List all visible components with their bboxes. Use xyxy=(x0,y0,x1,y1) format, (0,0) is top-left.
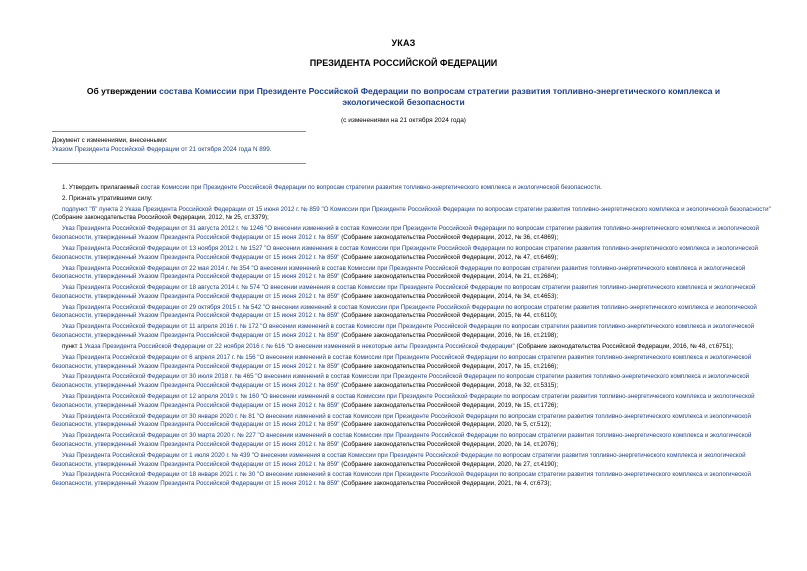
repealed-item-link[interactable]: Указ Президента Российской Федерации от 12 апреля 2019 г. № 160 "О внесении изменений в состав Комиссии при Президенте Российской Федерации по вопросам стратегии развития топливно-энергетического комплекса и экологической безопасности, утвержденный Указом Президента Российской Федерации от 15 июня 2012 г. № 859" xyxy=(52,393,755,409)
heading-link[interactable]: состава Комиссии при Президенте Российской Федерации по вопросам стратегии развития топливно-энергетического комплекса и экологической безопасности xyxy=(159,86,721,107)
document-heading xyxy=(60,86,747,108)
repealed-item xyxy=(52,393,772,410)
repealed-item xyxy=(52,343,772,352)
paragraph-1-prefix: 1. Утвердить прилагаемый xyxy=(62,184,141,191)
repealed-item-link[interactable]: Указ Президента Российской Федерации от 18 января 2021 г. № 30 "О внесении изменений в состав Комиссии при Президенте Российской Федерации по вопросам стратегии развития топливно-энергетического комплекса и экологической безопасности, утвержденный Указом Президента Российской Федерации от 15 июня 2012 г. № 859" xyxy=(52,471,751,488)
note-divider-bottom xyxy=(52,163,306,164)
amendment-date: (с изменениями на 21 октября 2024 года) xyxy=(341,117,466,124)
repealed-item-source: (Собрание законодательства Российской Федерации, 2018, № 32, ст.5315); xyxy=(339,382,559,390)
repealed-item-source: (Собрание законодательства Российской Федерации, 2015, № 44, ст.6110); xyxy=(339,312,558,320)
repealed-item xyxy=(52,323,772,340)
repealed-item-link[interactable]: подпункт "б" пункта 2 Указа Президента Российской Федерации от 15 июня 2012 г. № 859 "О Комиссии при Президенте Российской Федерации по вопросам стратегии развития топливно-энергетического комплекса и экологической безопасности" xyxy=(62,205,771,213)
repealed-item-source: (Собрание законодательства Российской Федерации, 2017, № 15, ст.2166); xyxy=(339,362,559,370)
repealed-item xyxy=(52,206,772,223)
amendment-note-label: Документ с изменениями, внесенными: xyxy=(52,137,168,144)
repealed-item-prefix: пункт 1 xyxy=(62,342,85,350)
document-type-title: УКАЗ xyxy=(391,38,416,48)
repealed-item-link[interactable]: Указ Президента Российской Федерации от 31 августа 2012 г. № 1246 "О внесении изменений в состав Комиссии при Президенте Российской Федерации по вопросам стратегии развития топливно-энергетического комплекса и экологической безопасности, утвержденный Указом Президента Российской Федерации от 15 июня 2012 г. № 859" xyxy=(52,225,759,242)
repealed-item xyxy=(52,245,772,262)
repealed-item xyxy=(52,432,772,449)
repealed-item-source: (Собрание законодательства Российской Федерации, 2012, № 47, ст.6469); xyxy=(339,253,559,261)
paragraph-1-suffix: . xyxy=(600,184,602,191)
repealed-item-source: (Собрание законодательства Российской Федерации, 2014, № 34, ст.4653); xyxy=(339,292,559,300)
repealed-item-link[interactable]: Указ Президента Российской Федерации от 11 апреля 2016 г. № 172 "О внесении изменений в состав Комиссии при Президенте Российской Федерации по вопросам стратегии развития топливно-энергетического комплекса и экологической безопасности, утвержденный Указом Президента Российской Федерации от 15 июня 2012 г. № 859" xyxy=(52,323,755,340)
repealed-item xyxy=(52,304,772,321)
repealed-item-link[interactable]: Указ Президента Российской Федерации от 22 мая 2014 г. № 354 "О внесении изменений в состав Комиссии при Президенте Российской Федерации по вопросам стратегии развития топливно-энергетического комплекса и экологической безопасности, утвержденный Указом Президента Российской Федерации от 15 июня 2012 г. № 859" xyxy=(52,264,746,281)
repealed-item xyxy=(52,413,772,430)
repealed-item-link[interactable]: Указ Президента Российской Федерации от 29 октября 2015 г. № 542 "О внесении изменений в состав Комиссии при Президенте Российской Федерации по вопросам стратегии развития топливно-энергетического комплекса и экологической безопасности, утвержденный Указом Президента Российской Федерации от 15 июня 2012 г. № 859" xyxy=(52,303,757,320)
repealed-item xyxy=(52,471,772,488)
repealed-item-link[interactable]: Указ Президента Российской Федерации от 30 июля 2018 г. № 465 "О внесении изменений в состав Комиссии при Президенте Российской Федерации по вопросам стратегии развития топливно-энергетического комплекса и экологической безопасности, утвержденный Указом Президента Российской Федерации от 15 июня 2012 г. № 859" xyxy=(52,373,750,390)
heading-prefix: Об утверждении xyxy=(86,86,160,96)
paragraph-1-link[interactable]: состав Комиссии при Президенте Российской Федерации по вопросам стратегии развития топливно-энергетического комплекса и экологической безопасности xyxy=(140,184,600,191)
repealed-item-link[interactable]: Указ Президента Российской Федерации от 1 июля 2020 г. № 439 "О внесении изменения в состав Комиссии при Президенте Российской Федерации по вопросам стратегии развития топливно-энергетического комплекса и экологической безопасности, утвержденный Указом Президента Российской Федерации от 15 июня 2012 г. № 859" xyxy=(52,451,746,468)
amendment-note-link[interactable]: Указом Президента Российской Федерации от 21 октября 2024 года N 899. xyxy=(52,146,272,153)
note-divider-top xyxy=(52,131,306,132)
repealed-item xyxy=(52,284,772,301)
repealed-item xyxy=(52,354,772,371)
repealed-item xyxy=(52,225,772,242)
repealed-item-link[interactable]: Указ Президента Российской Федерации от 18 августа 2014 г. № 574 "О внесении изменения в состав Комиссии при Президенте Российской Федерации по вопросам стратегии развития топливно-энергетического комплекса и экологической безопасности, утвержденный Указом Президента Российской Федерации от 15 июня 2012 г. № 859" xyxy=(52,284,756,300)
repealed-item-source: (Собрание законодательства Российской Федерации, 2012, № 25, ст.3379); xyxy=(52,214,269,222)
repealed-item-source: (Собрание законодательства Российской Федерации, 2019, № 15, ст.1726); xyxy=(339,401,559,409)
repealed-item-source: (Собрание законодательства Российской Федерации, 2014, № 21, ст.2684); xyxy=(339,273,559,281)
issuer-title: ПРЕЗИДЕНТА РОССИЙСКОЙ ФЕДЕРАЦИИ xyxy=(309,58,498,68)
repealed-item xyxy=(52,373,772,390)
repealed-item-link[interactable]: Указа Президента Российской Федерации от 22 ноября 2016 г. № 616 "О внесении изменений в некоторые акты Президента Российской Федерации" xyxy=(84,342,515,350)
repealed-item-source: (Собрание законодательства Российской Федерации, 2016, № 48, ст.6751); xyxy=(514,342,734,350)
repealed-item-link[interactable]: Указ Президента Российской Федерации от 30 января 2020 г. № 81 "О внесении изменений в состав Комиссии при Президенте Российской Федерации по вопросам стратегии развития топливно-энергетического комплекса и экологической безопасности, утвержденный Указом Президента Российской Федерации от 15 июня 2012 г. № 859" xyxy=(52,412,751,429)
repealed-item-source: (Собрание законодательства Российской Федерации, 2021, № 4, ст.673); xyxy=(339,480,552,488)
repealed-item-source: (Собрание законодательства Российской Федерации, 2020, № 27, ст.4190); xyxy=(339,460,559,468)
repealed-item xyxy=(52,452,772,469)
amendment-note xyxy=(52,136,272,154)
paragraph-2: 2. Признать утратившими силу: xyxy=(62,194,153,202)
repealed-item xyxy=(52,265,772,282)
repealed-item-link[interactable]: Указ Президента Российской Федерации от 6 апреля 2017 г. № 156 "О внесении изменений в состав Комиссии при Президенте Российской Федерации по вопросам стратегии развития топливно-энергетического комплекса и экологической безопасности, утвержденный Указом Президента Российской Федерации от 15 июня 2012 г. № 859" xyxy=(52,353,752,370)
repealed-item-source: (Собрание законодательства Российской Федерации, 2012, № 36, ст.4869); xyxy=(339,234,559,242)
repealed-item-source: (Собрание законодательства Российской Федерации, 2020, № 5, ст.512); xyxy=(339,421,552,429)
repealed-item-link[interactable]: Указ Президента Российской Федерации от 30 марта 2020 г. № 227 "О внесении изменений в состав Комиссии при Президенте Российской Федерации по вопросам стратегии развития топливно-энергетического комплекса и экологической безопасности, утвержденный Указом Президента Российской Федерации от 15 июня 2012 г. № 859" xyxy=(52,432,752,448)
document-body xyxy=(52,184,772,491)
paragraph-1 xyxy=(52,184,772,193)
repealed-item-source: (Собрание законодательства Российской Федерации, 2016, № 16, ст.2198); xyxy=(339,332,559,340)
repealed-item-source: (Собрание законодательства Российской Федерации, 2020, № 14, ст.2076); xyxy=(339,440,559,448)
repealed-item-link[interactable]: Указ Президента Российской Федерации от 13 ноября 2012 г. № 1527 "О внесении изменения в состав Комиссии при Президенте Российской Федерации по вопросам стратегии развития топливно-энергетического комплекса и экологической безопасности, утвержденный Указом Президента Российской Федерации от 15 июня 2012 г. № 859" xyxy=(52,244,759,261)
